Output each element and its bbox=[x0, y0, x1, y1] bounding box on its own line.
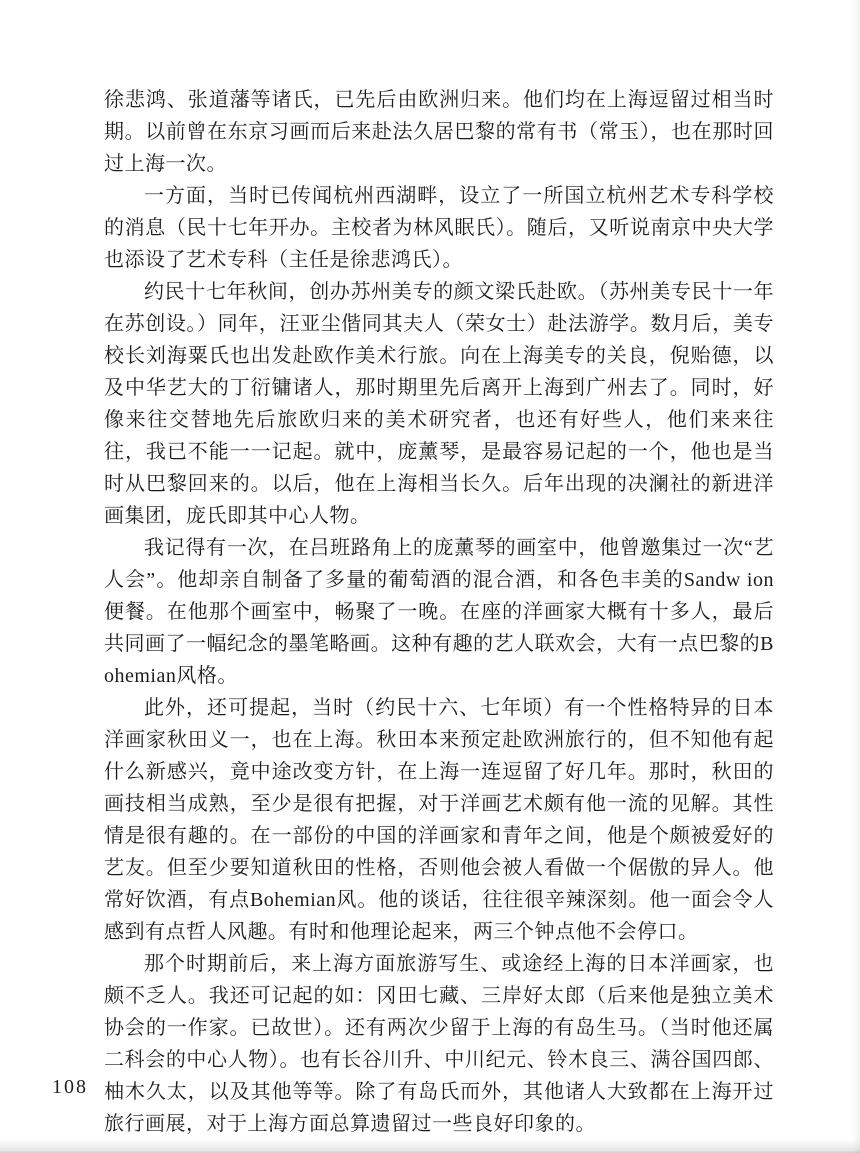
scan-edge-right bbox=[852, 0, 860, 1153]
body-text bbox=[104, 84, 774, 1140]
paragraph-1: 徐悲鸿、张道藩等诸氏，已先后由欧洲归来。他们均在上海逗留过相当时期。以前曾在东京习画而后来赴法久居巴黎的常有书（常玉），也在那时回过上海一次。 bbox=[104, 89, 774, 175]
paragraph-4: 我记得有一次，在吕班路角上的庞薰琴的画室中，他曾邀集过一次“艺人会”。他却亲自制备了多量的葡萄酒的混合酒，和各色丰美的Sandw ion便餐。在他那个画室中，畅聚了一晚。在座的洋画家大概有十多人，最后共同画了一幅纪念的墨笔略画。这种有趣的艺人联欢会，大有一点巴黎的Bohemian风格。 bbox=[104, 537, 774, 687]
page-number: 108 bbox=[52, 1076, 88, 1098]
paragraph-5: 此外，还可提起，当时（约民十六、七年顷）有一个性格特异的日本洋画家秋田义一，也在上海。秋田本来预定赴欧洲旅行的，但不知他有起什么新感兴，竟中途改变方针，在上海一连逗留了好几年。那时，秋田的画技相当成熟，至少是很有把握，对于洋画艺术颇有他一流的见解。其性情是很有趣的。在一部份的中国的洋画家和青年之间，他是个颇被爱好的艺友。但至少要知道秋田的性格，否则他会被人看做一个倨傲的异人。他常好饮酒，有点Bohemian风。他的谈话，往往很辛辣深刻。他一面会令人感到有点哲人风趣。有时和他理论起来，两三个钟点他不会停口。 bbox=[104, 697, 774, 943]
paragraph-2: 一方面，当时已传闻杭州西湖畔，设立了一所国立杭州艺术专科学校的消息（民十七年开办。主校者为林风眠氏）。随后，又听说南京中央大学也添设了艺术专科（主任是徐悲鸿氏）。 bbox=[104, 185, 774, 271]
paragraph-3: 约民十七年秋间，创办苏州美专的颜文梁氏赴欧。（苏州美专民十一年在苏创设。）同年，汪亚尘偕同其夫人（荣女士）赴法游学。数月后，美专校长刘海粟氏也出发赴欧作美术行旅。向在上海美专的关良，倪贻德，以及中华艺大的丁衍镛诸人，那时期里先后离开上海到广州去了。同时，好像来往交替地先后旅欧归来的美术研究者，也还有好些人，他们来来往往，我已不能一一记起。就中，庞薰琴，是最容易记起的一个，他也是当时从巴黎回来的。以后，他在上海相当长久。后年出现的决澜社的新进洋画集团，庞氏即其中心人物。 bbox=[104, 281, 774, 527]
scan-edge-bottom bbox=[0, 1139, 860, 1153]
paragraph-6: 那个时期前后，来上海方面旅游写生、或途经上海的日本洋画家，也颇不乏人。我还可记起的如：冈田七藏、三岸好太郎（后来他是独立美术协会的一作家。已故世）。还有两次少留于上海的有岛生马。（当时他还属二科会的中心人物）。也有长谷川升、中川纪元、铃木良三、满谷国四郎、柚木久太，以及其他等等。除了有岛氏而外，其他诸人大致都在上海开过旅行画展，对于上海方面总算遗留过一些良好印象的。 bbox=[104, 953, 774, 1135]
